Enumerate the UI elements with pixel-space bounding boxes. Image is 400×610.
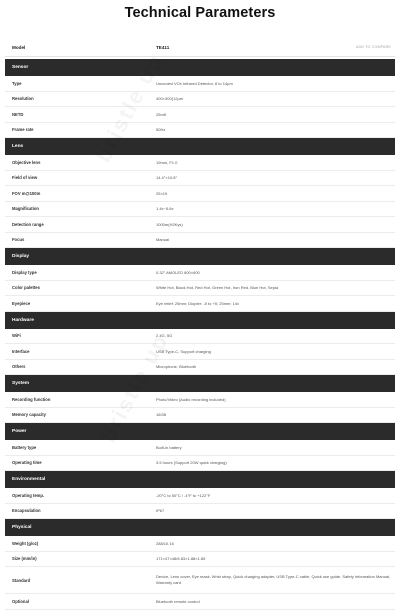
model-value: TE411 (156, 45, 170, 50)
spec-value: 19mm, F1.0 (156, 159, 178, 165)
spec-key: Display type (12, 269, 37, 275)
spec-value: 25mK (156, 111, 167, 117)
spec-value: Manual (156, 237, 170, 243)
spec-value: IP67 (156, 508, 165, 514)
spec-row (5, 567, 395, 594)
spec-value: USB Type-C, Support charging (156, 348, 211, 354)
spec-value: 288/10.16 (156, 540, 174, 546)
section-header-physical: Physical (5, 519, 395, 536)
spec-value: Device, Lens cover, Eye mask, Wrist strap, Quick charging adapter, USB Type-C cable, Quick use guide, Safety Information Manual, Warranty card (156, 574, 391, 585)
spec-row (5, 202, 395, 218)
spec-key: Size (mm/in) (12, 556, 37, 562)
spec-key: Field of view (12, 175, 38, 181)
section-header-power: Power (5, 423, 395, 440)
spec-key: Others (12, 364, 26, 370)
spec-key: Encapsulation (12, 508, 41, 514)
spec-row (5, 107, 395, 123)
spec-key: Recording function (12, 396, 51, 402)
spec-value: Photo/Video (Audio recording included) (156, 396, 226, 402)
spec-value: 2.4G, 5G (156, 333, 173, 339)
spec-row (5, 360, 395, 376)
spec-value: 400×300(12μm (156, 96, 184, 102)
spec-value: 1000m(H2Kys) (156, 221, 183, 227)
spec-key: Color palettes (12, 285, 40, 291)
spec-key: Focus (12, 237, 25, 243)
spec-row (5, 408, 395, 424)
spec-value: Microphone, Bluetooth (156, 364, 197, 370)
section-header-hardware: Hardware (5, 312, 395, 329)
spec-table (5, 59, 395, 610)
spec-value: Uncooled VOx Infrared Detector, 8 to 14μm (156, 80, 233, 86)
spec-row (5, 344, 395, 360)
spec-row (5, 536, 395, 552)
spec-key: Detection range (12, 221, 44, 227)
spec-value: 16GB (156, 412, 167, 418)
spec-row (5, 217, 395, 233)
spec-value: Eye relief: 25mm; Diopter: -5 to +5; 25mm; 14x (156, 300, 240, 306)
spec-row (5, 233, 395, 249)
spec-key: Objective lens (12, 159, 41, 165)
spec-row (5, 281, 395, 297)
section-header-lens: Lens (5, 138, 395, 155)
spec-row (5, 552, 395, 568)
spec-key: Frame rate (12, 127, 34, 133)
spec-row (5, 123, 395, 139)
spec-row (5, 504, 395, 520)
spec-key: NETD (12, 111, 24, 117)
spec-value: 50Hz (156, 127, 166, 133)
spec-key: Optional (12, 598, 29, 604)
spec-row (5, 265, 395, 281)
spec-value: 171×47×48/6.83×1.88×1.85 (156, 556, 206, 562)
add-to-compare-link[interactable]: ADD TO COMPARE (355, 45, 391, 49)
spec-key: Resolution (12, 96, 34, 102)
section-header-display: Display (5, 248, 395, 265)
spec-row (5, 92, 395, 108)
spec-key: Battery type (12, 444, 37, 450)
spec-key: Type (12, 80, 22, 86)
spec-row (5, 76, 395, 92)
spec-key: Operating temp. (12, 492, 45, 498)
spec-row (5, 594, 395, 610)
spec-key: Memory capacity (12, 412, 46, 418)
spec-value: 1.4x~5.6x (156, 206, 174, 212)
spec-key: Operating time (12, 460, 42, 466)
spec-key: Eyepiece (12, 300, 31, 306)
spec-row (5, 488, 395, 504)
spec-key: WiFi (12, 333, 21, 339)
spec-key: Standard (12, 577, 31, 583)
spec-row (5, 440, 395, 456)
spec-row (5, 171, 395, 187)
spec-row (5, 155, 395, 171)
spec-value: 3.5 hours (Support 20W quick charging) (156, 460, 227, 466)
page-title: Technical Parameters (124, 5, 276, 21)
spec-value: 25×19 (156, 190, 168, 196)
section-header-environmental: Environmental (5, 471, 395, 488)
spec-key: Magnification (12, 206, 39, 212)
spec-value: Built-in battery (156, 444, 182, 450)
spec-key: Interface (12, 348, 30, 354)
spec-row (5, 329, 395, 345)
spec-key: FOV m@100m (12, 190, 41, 196)
section-header-sensor: Sensor (5, 59, 395, 76)
spec-value: -20°C to 50°C / -4°F to +122°F (156, 492, 211, 498)
model-label: Model (12, 45, 26, 50)
spec-value: 14.4°×10.8° (156, 175, 178, 181)
spec-key: Weight (g/oz) (12, 540, 39, 546)
spec-value: 0.32" AMOLED 800×600 (156, 269, 200, 275)
spec-value: Bluetooth remote control (156, 598, 200, 604)
spec-row (5, 456, 395, 472)
spec-row (5, 392, 395, 408)
section-header-system: System (5, 375, 395, 392)
model-header-row (5, 40, 395, 57)
spec-row (5, 186, 395, 202)
spec-row (5, 296, 395, 312)
spec-value: White Hot, Black Hot, Red Hot, Green Hot, Iron Red, Blue Hot, Sepia (156, 285, 279, 291)
